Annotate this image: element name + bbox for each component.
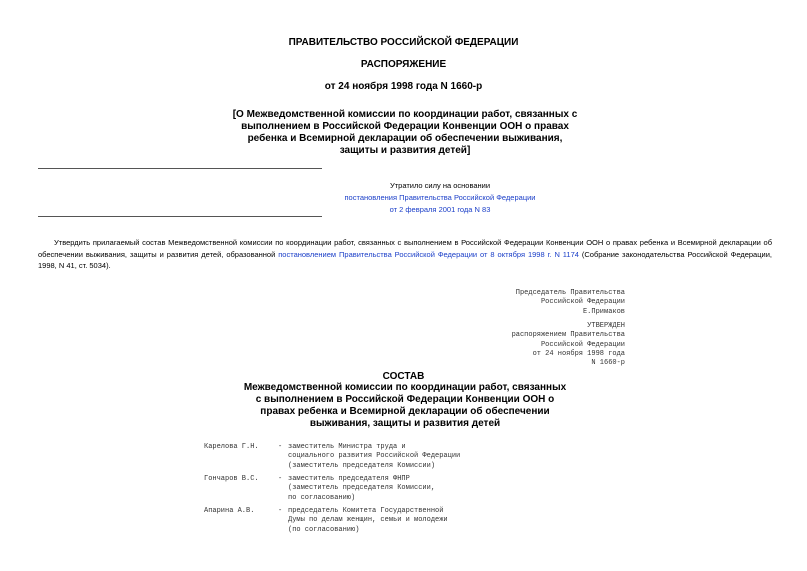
sostav-title: СОСТАВ (382, 371, 425, 382)
signature-block (470, 289, 625, 317)
bottom-divider (38, 216, 322, 217)
status-note-link-1[interactable]: постановления Правительства Российской Федерации (344, 193, 536, 202)
approved-line-5: N 1660-р (591, 359, 625, 368)
signature-line-1: Председатель Правительства (515, 289, 625, 297)
status-note-link-2[interactable]: от 2 февраля 2001 года N 83 (389, 205, 491, 214)
member-name: Апарина А.В. (204, 507, 255, 515)
member-name: Гончаров В.С. (204, 475, 259, 483)
member-role: председатель Комитета Государственной Думы по делам женщин, семьи и молодежи (по согласованию) (288, 507, 448, 534)
main-paragraph (38, 237, 772, 272)
approved-line-3: Российской Федерации (540, 340, 625, 349)
approved-block (470, 322, 625, 368)
approved-line-4: от 24 ноября 1998 года (532, 349, 625, 358)
member-dash: - (278, 507, 283, 515)
doc-date: от 24 ноября 1998 года N 1660-р (324, 81, 483, 92)
decree-link[interactable]: постановлением Правительства Российской Федерации от 8 октября 1998 г. N 1174 (278, 249, 579, 259)
member-dash: - (278, 475, 283, 483)
member-dash: - (278, 443, 283, 451)
member-role: заместитель председателя ФНПР (заместитель председателя Комиссии, по согласованию) (288, 475, 436, 502)
org-title: ПРАВИТЕЛЬСТВО РОССИЙСКОЙ ФЕДЕРАЦИИ (288, 37, 519, 48)
paragraph-text-start: Утвердить прилагаемый состав Межведомственной комиссии по координации работ, связанных с выполнением в Российской Федерации Конвенции ООН о правах ребенка и Всемирной декларации об обеспечении выживания, защиты и развития детей, образованной (38, 238, 772, 259)
member-role: заместитель Министра труда и социального развития Российской Федерации (заместитель председателя Комиссии) (288, 443, 461, 470)
status-note-text: Утратило силу на основании (389, 181, 491, 190)
top-divider (38, 168, 322, 169)
approved-line-2: распоряжением Правительства (511, 331, 625, 340)
paragraph-text-end: (Собрание законодательства Российской Федерации, 1998, N 41, ст. 5034). (38, 249, 772, 271)
signature-line-2: Российской Федерации (540, 298, 625, 307)
approved-line-1: УТВЕРЖДЕН (587, 322, 625, 330)
signature-name: Е.Примаков (582, 307, 625, 316)
sostav-description: Межведомственной комиссии по координации работ, связанных с выполнением в Российской Федерации Конвенции ООН о правах ребенка и Всемирной декларации об обеспечении выживания, защиты и развития детей (243, 382, 567, 429)
doc-subject: [О Межведомственной комиссии по координации работ, связанных с выполнением в Российской Федерации Конвенции ООН о правах ребенка и Всемирной декларации об обеспечении выживания, защиты и развития детей] (232, 109, 578, 156)
member-name: Карелова Г.Н. (204, 443, 259, 451)
doc-type: РАСПОРЯЖЕНИЕ (360, 59, 447, 70)
